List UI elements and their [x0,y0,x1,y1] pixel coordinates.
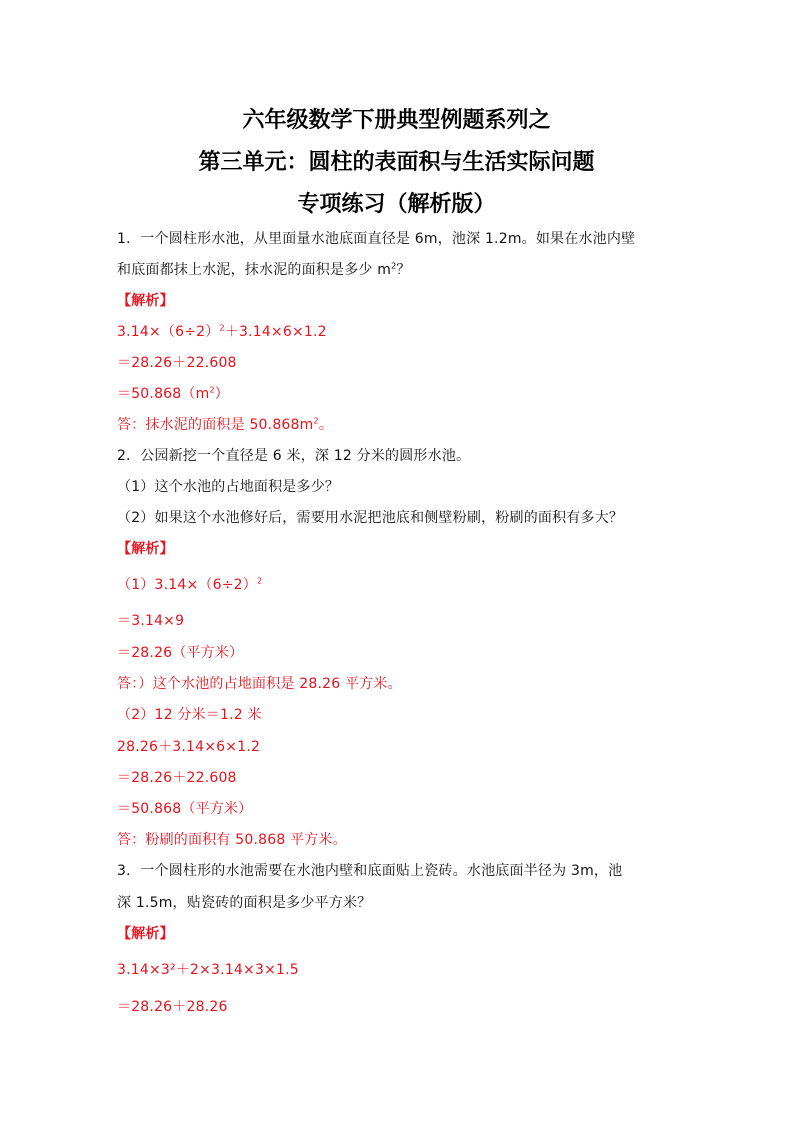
title-line-2: 第三单元：圆柱的表面积与生活实际问题 [198,150,595,175]
problem-2-solution-step-3: ＝28.26（平方米） [117,645,244,661]
problem-1-solution-step-1: $3.14\times(6\div 2)^2+3.14\times 6\times 1.2$ [117,323,327,340]
problem-2-solution-step-6: ＝28.26＋22.608 [117,770,237,786]
problem-2-analysis-tag: 【解析】 [117,541,174,557]
problem-1-answer: 答：抹水泥的面积是 $50.868m^2$。 [117,416,333,433]
problem-1-analysis-tag: 【解析】 [117,293,174,309]
problem-2-solution-step-4: （2）12 分米＝1.2 米 [117,707,262,723]
problem-2-subquestion-1: （1）这个水池的占地面积是多少？ [117,479,340,495]
title-line-1: 六年级数学下册典型例题系列之 [242,108,551,133]
problem-2-subquestion-2: （2）如果这个水池修好后，需要用水泥把池底和侧壁粉刷，粉刷的面积有多大？ [117,510,624,526]
problem-1-solution-step-3: $=50.868(m^2)$ [117,385,229,402]
problem-3-solution-step-2: ＝28.26＋28.26 [117,999,228,1015]
title-line-3: 专项练习（解析版） [297,192,496,217]
problem-2-solution-step-5: 28.26＋3.14×6×1.2 [117,739,261,755]
problem-2-answer-1: 答：）这个水池的占地面积是 28.26 平方米。 [117,676,402,692]
problem-2-solution-step-2: ＝3.14×9 [117,613,185,629]
problem-3-solution-step-1: 3.14×3²＋2×3.14×3×1.5 [117,962,299,978]
problem-1-solution-step-2: ＝28.26＋22.608 [117,355,237,371]
problem-2-text: 2．公园新挖一个直径是 6 米，深 12 分米的圆形水池。 [117,448,471,464]
problem-1-text-line-2: 和底面都抹上水泥，抹水泥的面积是多少 $m^2$？ [117,261,411,278]
problem-3-text-line-1: 3．一个圆柱形的水池需要在水池内壁和底面贴上瓷砖。水池底面半径为 3m，池 [117,863,623,879]
problem-1-text-line-1: 1．一个圆柱形水池，从里面量水池底面直径是 6m，池深 1.2m。如果在水池内壁 [117,231,636,247]
problem-3-text-line-2: 深 1.5m，贴瓷砖的面积是多少平方米？ [117,895,372,911]
problem-2-solution-step-7: ＝50.868（平方米） [117,801,253,817]
problem-2-answer-2: 答：粉刷的面积有 50.868 平方米。 [117,832,347,848]
problem-2-solution-step-1: $(1)3.14\times(6\div 2)^2$ [117,576,263,593]
problem-3-analysis-tag: 【解析】 [117,926,174,942]
